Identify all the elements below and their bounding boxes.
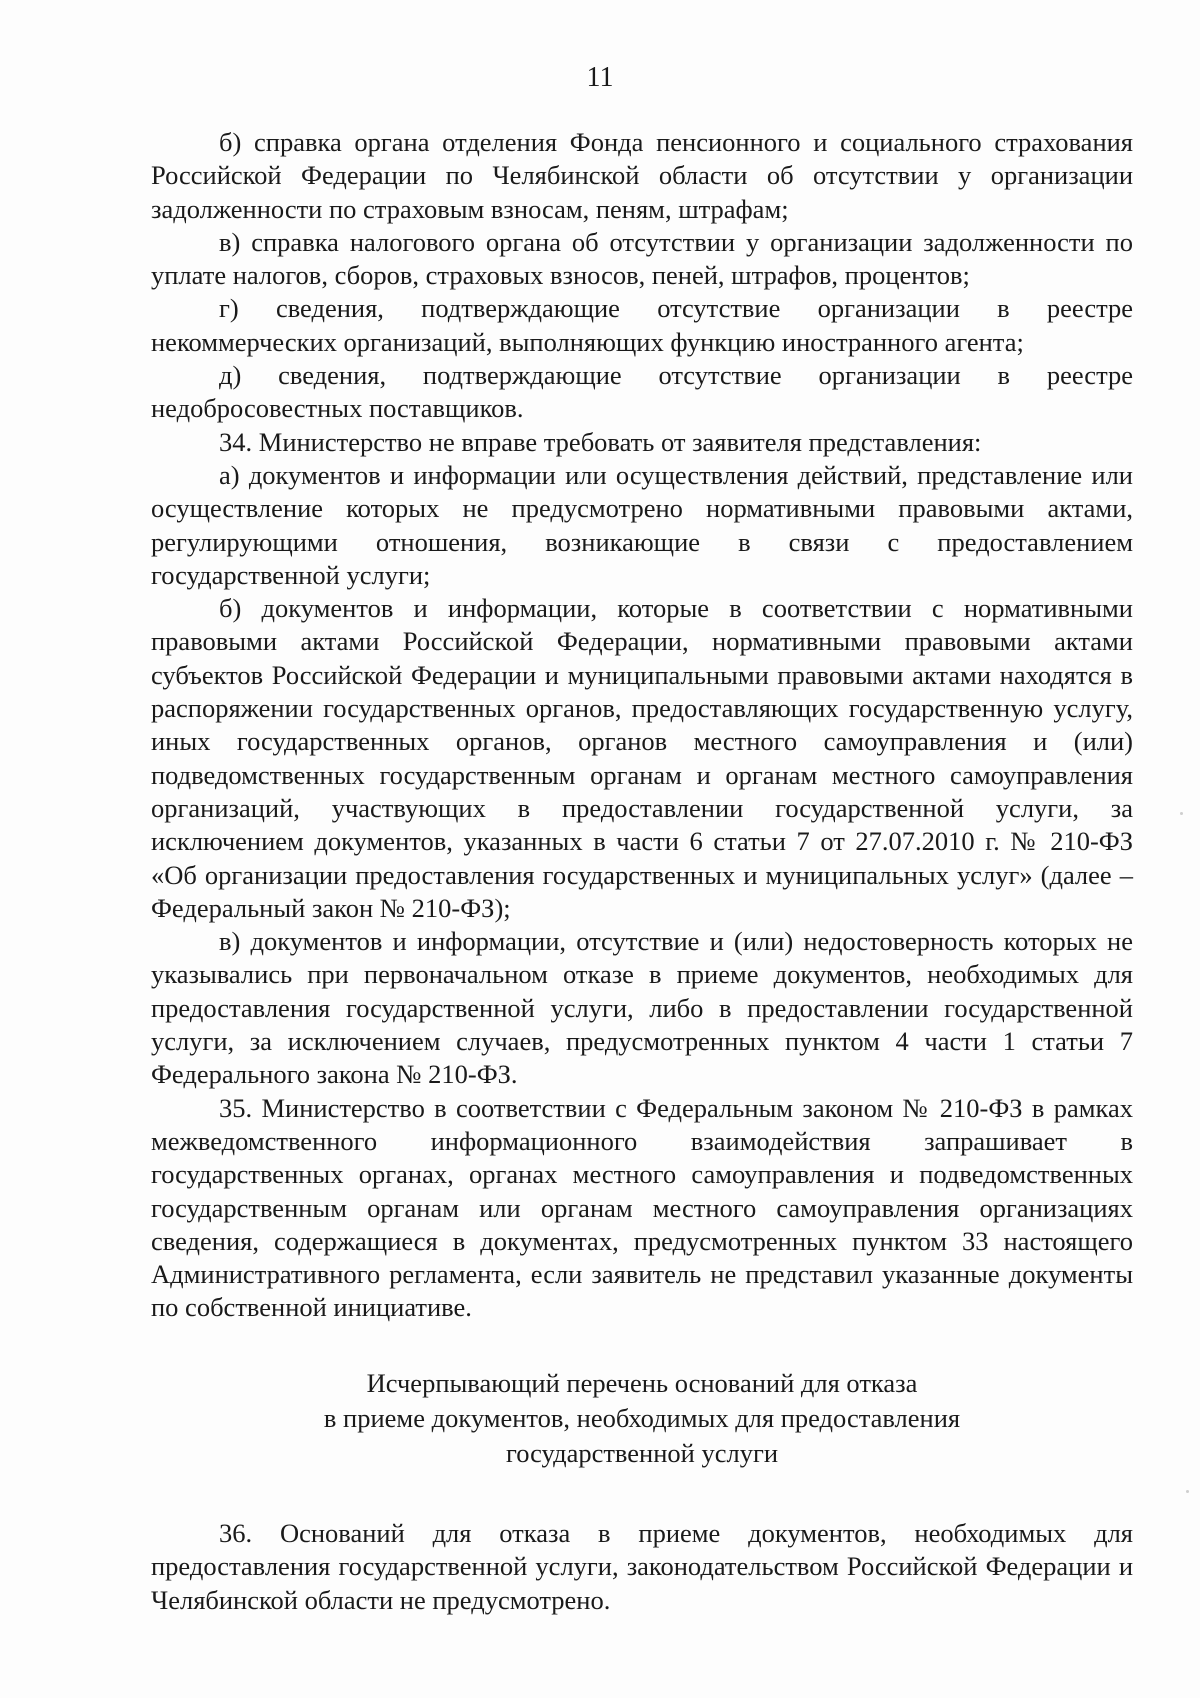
paragraph-34-a: а) документов и информации или осуществления действий, представление или осуществление которых не предусмотрено нормативными правовыми актами, регулирующими отношения, возникающие в связи с предоставлением государственной услуги; xyxy=(151,459,1133,590)
paragraph-35: 35. Министерство в соответствии с Федеральным законом № 210-ФЗ в рамках межведомственного информационного взаимодействия запрашивает в государственных органах, органах местного самоуправления и подведомственных государственным органам или органам местного самоуправления организациях сведения, содержащиеся в документах, предусмотренных пунктом 33 настоящего Административного регламента, если заявитель не представил указанные документы по собственной инициативе. xyxy=(151,1092,1133,1323)
paragraph-b-pension-fund: б) справка органа отделения Фонда пенсионного и социального страхования Российской Федерации по Челябинской области об отсутствии у организации задолженности по страховым взносам, пеням, штрафам; xyxy=(151,127,1133,224)
paragraph-34-v: в) документов и информации, отсутствие и (или) недостоверность которых не указывались при первоначальном отказе в приеме документов, необходимых для предоставления государственной услуги, либо в предоставлении государственной услуги, за исключением случаев, предусмотренных пунктом 4 части 1 статьи 7 Федерального закона № 210-ФЗ. xyxy=(151,926,1133,1090)
section-heading xyxy=(151,1366,1133,1471)
section-heading-line: в приеме документов, необходимых для предоставления xyxy=(323,1403,961,1433)
section-heading-line: Исчерпывающий перечень оснований для отказа xyxy=(366,1368,918,1398)
paragraph-d-unscrupulous-suppliers: д) сведения, подтверждающие отсутствие организации в реестре недобросовестных поставщиков. xyxy=(151,360,1133,424)
paragraph-g-foreign-agent: г) сведения, подтверждающие отсутствие организации в реестре некоммерческих организаций, выполняющих функцию иностранного агента; xyxy=(151,293,1133,357)
paragraph-v-tax-authority: в) справка налогового органа об отсутствии у организации задолженности по уплате налогов, сборов, страховых взносов, пеней, штрафов, процентов; xyxy=(151,226,1133,291)
document-body xyxy=(151,126,1133,1325)
paragraph-34: 34. Министерство не вправе требовать от заявителя представления: xyxy=(219,426,982,457)
section-heading-line: государственной услуги xyxy=(505,1438,779,1468)
paragraph-34-b: б) документов и информации, которые в соответствии с нормативными правовыми актами Российской Федерации, нормативными правовыми актами субъектов Российской Федерации и муниципальными правовыми актами находятся в распоряжении государственных органов, предоставляющих государственную услугу, иных государственных органов, органов местного самоуправления и (или) подведомственных государственным органам и органам местного самоуправления организаций, участвующих в предоставлении государственной услуги, за исключением документов, указанных в части 6 статьи 7 от 27.07.2010 г. № 210-ФЗ «Об организации предоставления государственных и муниципальных услуг» (далее – Федеральный закон № 210-ФЗ); xyxy=(151,593,1133,923)
page-number: 11 xyxy=(586,62,614,93)
final-section xyxy=(151,1517,1133,1617)
scan-speck xyxy=(1180,812,1183,815)
paragraph-36: 36. Оснований для отказа в приеме документов, необходимых для предоставления государственной услуги, законодательством Российской Федерации и Челябинской области не предусмотрено. xyxy=(151,1518,1133,1615)
scan-speck xyxy=(1186,1490,1189,1493)
